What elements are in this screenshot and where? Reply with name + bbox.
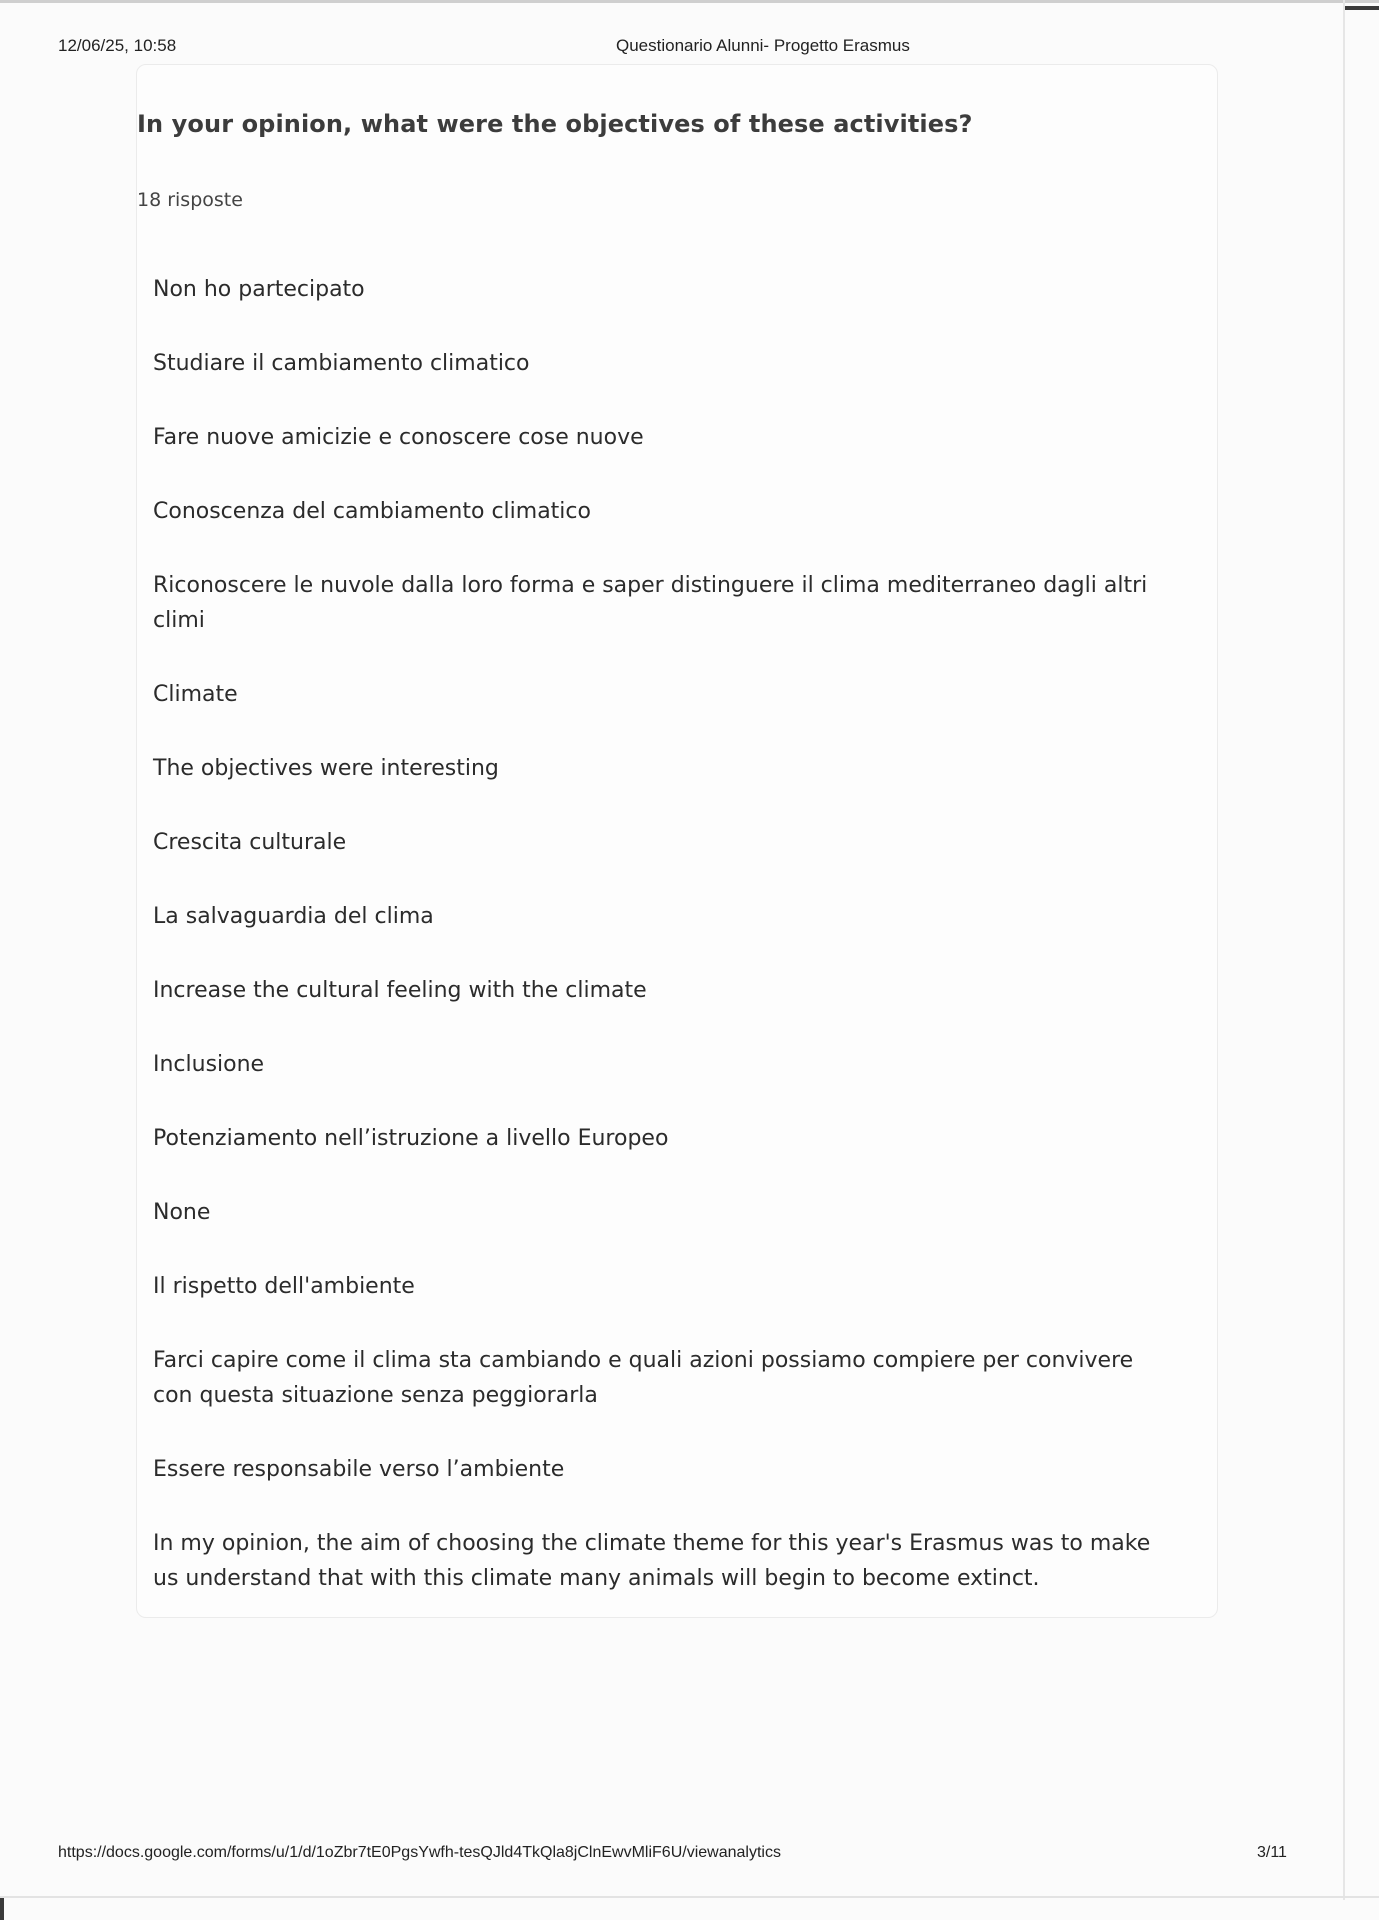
scan-edge-right (1343, 0, 1345, 1900)
response-count: 18 risposte (137, 189, 243, 211)
scan-edge-bottom (0, 1896, 1379, 1898)
response-item: Potenziamento nell’istruzione a livello Europeo (153, 1126, 669, 1151)
response-item: Il rispetto dell'ambiente (153, 1274, 415, 1299)
print-datetime: 12/06/25, 10:58 (58, 36, 177, 55)
print-page-number: 3/11 (1257, 1844, 1287, 1861)
response-item: Essere responsabile verso l’ambiente (153, 1457, 565, 1482)
response-list (153, 272, 1193, 1635)
response-item: Farci capire come il clima sta cambiando e quali azioni possiamo compiere per convivere con questa situazione senza peggiorarla (153, 1348, 1134, 1408)
response-item: The objectives were interesting (153, 756, 499, 781)
response-item: In my opinion, the aim of choosing the climate theme for this year's Erasmus was to make us understand that with this climate many animals will begin to become extinct. (153, 1531, 1151, 1591)
response-item: Crescita culturale (153, 830, 347, 855)
response-item: Riconoscere le nuvole dalla loro forma e saper distinguere il clima mediterraneo dagli altri climi (153, 573, 1148, 633)
response-item: Non ho partecipato (153, 277, 365, 302)
response-item: Fare nuove amicizie e conoscere cose nuove (153, 425, 644, 450)
response-item: Inclusione (153, 1052, 265, 1077)
response-item: La salvaguardia del clima (153, 904, 434, 929)
print-footer (58, 1844, 1298, 1868)
response-item: Conoscenza del cambiamento climatico (153, 499, 591, 524)
question-title: In your opinion, what were the objectives of these activities? (137, 110, 973, 138)
response-item: Studiare il cambiamento climatico (153, 351, 530, 376)
scan-mark-left (0, 1898, 4, 1920)
scan-edge-top (0, 0, 1379, 3)
print-header (58, 34, 1298, 58)
scan-mark-right (1345, 6, 1379, 10)
print-document-title: Questionario Alunni- Progetto Erasmus (616, 36, 910, 55)
response-item: Climate (153, 682, 238, 707)
print-url: https://docs.google.com/forms/u/1/d/1oZbr7tE0PgsYwfh-tesQJld4TkQla8jClnEwvMliF6U/viewanalytics (58, 1844, 781, 1861)
response-item: None (153, 1200, 211, 1225)
response-item: Increase the cultural feeling with the climate (153, 978, 647, 1003)
